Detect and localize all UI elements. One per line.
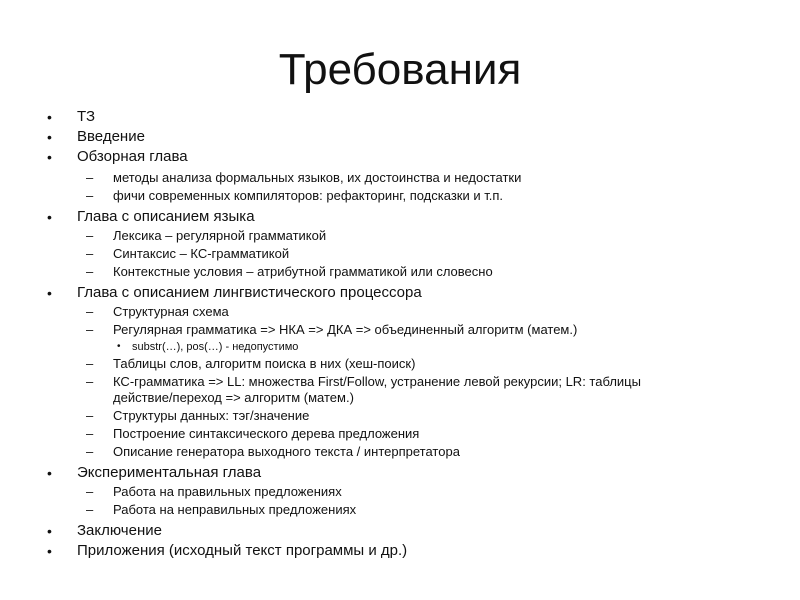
outline-item-text: Структурная схема [113,304,229,319]
outline-item-text: substr(…), pos(…) - недопустимо [132,341,299,353]
outline-item-text: Глава с описанием языка [77,208,255,225]
outline-item-level-1 [47,128,145,146]
bullet-icon: • [47,129,52,145]
outline-item-level-2 [86,322,578,338]
outline-item-text: методы анализа формальных языков, их достоинства и недостатки [113,170,522,185]
outline-item-text: Описание генератора выходного текста / интерпретатора [113,444,460,459]
outline-item-level-2 [113,390,354,406]
dash-bullet-icon: – [86,356,94,371]
outline-item-text: Лексика – регулярной грамматикой [113,228,327,243]
dash-bullet-icon: – [86,264,94,279]
outline-item-level-1 [47,542,408,560]
outline-item-level-2 [86,188,503,204]
bullet-icon: • [47,285,52,301]
dash-bullet-icon: – [86,228,94,243]
bullet-icon: • [47,543,52,559]
outline-item-level-2 [86,374,641,390]
bullet-icon: • [47,209,52,225]
outline-item-level-2 [86,304,229,320]
bullet-icon: • [47,109,52,125]
dash-bullet-icon: – [86,408,94,423]
outline-item-text: Таблицы слов, алгоритм поиска в них (хеш-поиск) [113,356,416,371]
dash-bullet-icon: – [86,304,94,319]
outline-item-level-1 [47,284,422,302]
dash-bullet-icon: – [86,188,94,203]
outline-item-text: Экспериментальная глава [77,464,262,481]
slide-title: Требования [278,45,522,94]
outline-item-level-1 [47,464,262,482]
dash-bullet-icon: – [86,170,94,185]
dash-bullet-icon: – [86,322,94,337]
outline-item-text: действие/переход => алгоритм (матем.) [113,390,354,405]
outline-item-text: Работа на правильных предложениях [113,484,342,499]
bullet-icon: • [47,149,52,165]
outline-item-text: Заключение [77,522,162,539]
outline-item-text: Построение синтаксического дерева предложения [113,426,420,441]
outline-item-level-2 [86,356,416,372]
outline-item-level-1 [47,522,162,540]
outline-item-text: Работа на неправильных предложениях [113,502,357,517]
outline-item-text: КС-грамматика => LL: множества First/Follow, устранение левой рекурсии; LR: таблицы [113,374,641,389]
outline-item-level-1 [47,208,255,226]
outline-item-level-2 [86,426,420,442]
outline-item-text: Глава с описанием лингвистического процессора [77,284,422,301]
dash-bullet-icon: – [86,484,94,499]
outline-item-text: Структуры данных: тэг/значение [113,408,310,423]
bullet-icon: • [117,341,121,352]
outline-item-text: фичи современных компиляторов: рефакторинг, подсказки и т.п. [113,188,503,203]
dash-bullet-icon: – [86,426,94,441]
outline-item-text: Синтаксис – КС-грамматикой [113,246,290,261]
dash-bullet-icon: – [86,502,94,517]
outline-item-level-2 [86,264,493,280]
outline-item-text: Регулярная грамматика => НКА => ДКА => объединенный алгоритм (матем.) [113,322,578,337]
outline-item-level-1 [47,108,96,126]
dash-bullet-icon: – [86,246,94,261]
dash-bullet-icon: – [86,374,94,389]
bullet-icon: • [47,465,52,481]
outline-item-text: Контекстные условия – атрибутной грамматикой или словесно [113,264,493,279]
outline-item-text: ТЗ [77,108,96,125]
outline-item-level-2 [86,246,290,262]
outline-item-level-2 [86,484,342,500]
dash-bullet-icon: – [86,444,94,459]
outline-item-text: Обзорная глава [77,148,188,165]
outline-item-level-2 [86,170,522,186]
outline-item-level-1 [47,148,188,166]
outline-item-text: Приложения (исходный текст программы и др.) [77,542,408,559]
outline-item-level-2 [86,444,460,460]
outline-item-level-3 [117,340,299,354]
bullet-icon: • [47,523,52,539]
outline-item-level-2 [86,408,310,424]
outline-item-level-2 [86,502,357,518]
outline-item-text: Введение [77,128,145,145]
outline-item-level-2 [86,228,327,244]
